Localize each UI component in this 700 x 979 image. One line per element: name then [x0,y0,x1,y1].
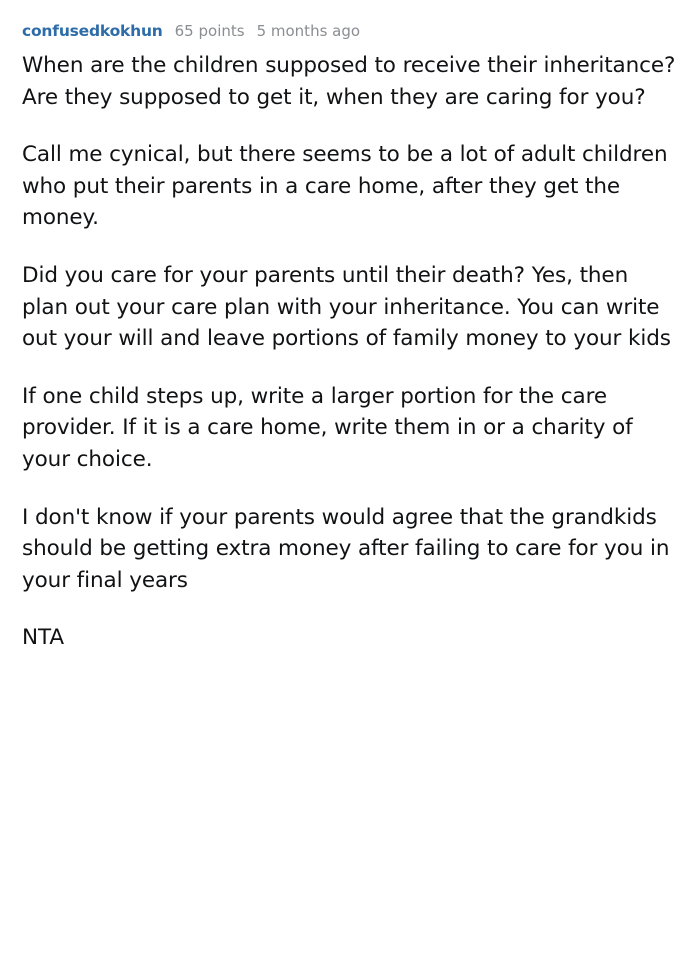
comment-author[interactable]: confusedkokhun [22,22,163,40]
comment-paragraph: If one child steps up, write a larger portion for the care provider. If it is a care home, write them in or a charity of your choice. [22,383,633,472]
comment-paragraph: NTA [22,625,64,651]
comment-paragraph: Did you care for your parents until their death? Yes, then plan out your care plan with your inheritance. You can write out your will and leave portions of family money to your kids [22,262,671,352]
comment-timestamp: 5 months ago [256,22,361,40]
comment-paragraph: I don't know if your parents would agree that the grandkids should be getting extra money after failing to care for you in your final years [22,504,670,593]
comment-meta [22,22,678,40]
comment-paragraph: Call me cynical, but there seems to be a lot of adult children who put their parents in a care home, after they get the money. [22,142,668,231]
comment-paragraph: When are the children supposed to receive their inheritance? Are they supposed to get it, when they are caring for you? [22,53,676,110]
comment-points: 65 points [174,22,245,40]
comment-body [22,50,678,654]
